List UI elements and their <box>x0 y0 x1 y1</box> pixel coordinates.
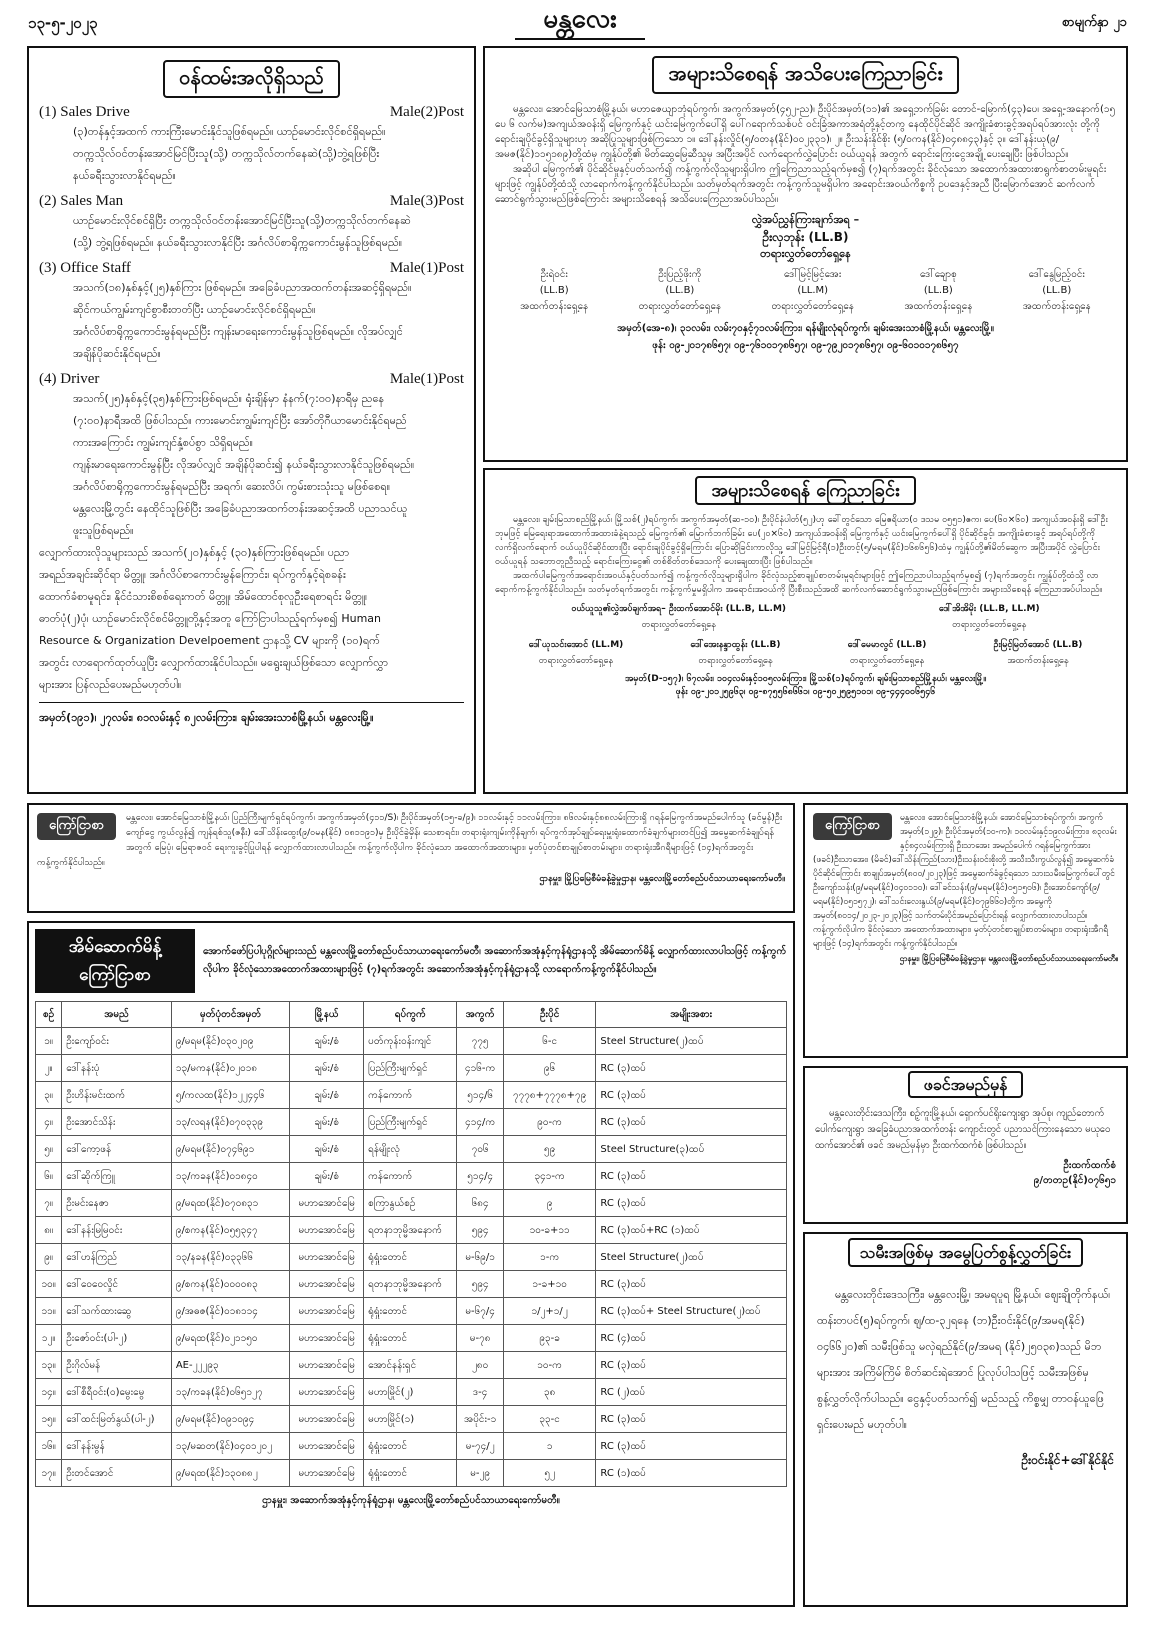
job-requirement-line: နယ်ခရီးသွားလာနိုင်ရမည်။ <box>73 169 176 182</box>
table-cell: ရုံရှုံးတောင် <box>364 1460 457 1487</box>
table-cell: ၉၃-ခ <box>503 1325 596 1352</box>
table-cell: ၆။ <box>36 1163 62 1190</box>
table-cell: ၃၄၁-က <box>503 1163 596 1190</box>
table-cell: ပတ်ကုန်းဝန်းကျင် <box>364 1028 457 1055</box>
table-cell: အောင်နန်းရှင် <box>364 1352 457 1379</box>
signer-degree: (LL.M) <box>797 285 829 296</box>
signer-degree: (LL.B) <box>923 285 953 296</box>
table-cell: AE-၂၂၂၉၃ <box>171 1352 290 1379</box>
table-cell: ရုံရှုံးတောင် <box>364 1433 457 1460</box>
job-title: (4) Driver <box>39 371 100 387</box>
notice-1-lead-label: လွှဲအပ်ညွှန်ကြားချက်အရ – <box>751 213 860 226</box>
notice-2-body-2: အထက်ပါမြေကွက်အရောင်းအဝယ်နှင့်ပတ်သက်၍ ကန့်ကွက်လိုသူများရှိပါက ခိုင်လုံသည့်စာချုပ်စာတမ်းမူရင်းများဖြင့် ဤကြေညာပါသည့်ရက်မှစ၍ (၇)ရက်အတွင်း ကျွန်ုပ်တို့ထံသို့ လာရောက်ကန့်ကွက်နိုင်ပါသည်။ သတ်မှတ်ရက်အတွင်း ကန့်ကွက်မှုမရှိပါက အရောင်းအဝယ်ကို ပြီးစီးသည်အထိ ဆက်လက်ဆောင်ရွက်သွားမည်ဖြစ်ကြောင်း အများသိစေရန် ကြေညာအပ်ပါသည်။ <box>495 571 1103 595</box>
job-requirement-line: ဆိုင်ကယ်ကျွမ်းကျင်စွာစီးတတ်ပြီး ယာဉ်မောင်းလိုင်စင်ရှိရမည်။ <box>73 303 316 316</box>
table-cell: ၁၇။ <box>36 1460 62 1487</box>
table-cell: ကန်ကောက် <box>364 1082 457 1109</box>
table-cell: ၉/မရထ(နိုင်)၀၂၁၁၅၀ <box>171 1325 290 1352</box>
name-correction-nrc: ၉/တတဥ(နိုင်)၀၇၆၅၁ <box>1033 1175 1116 1186</box>
table-cell: ၁၀-က <box>503 1352 596 1379</box>
jobs-list <box>39 104 464 542</box>
table-cell: ၁၃/လရန(နိုင်)၀၇၀၃၃၉ <box>171 1109 290 1136</box>
table-cell: RC (၃)ထပ် <box>596 1163 787 1190</box>
table-cell: ဒေါ်နန်းမြမြဝင်း <box>62 1217 172 1244</box>
table-cell: ရုံရှုံးတောင် <box>364 1325 457 1352</box>
table-cell: ဒေါ်ကော့ဖန် <box>62 1136 172 1163</box>
table-cell: ဒေါ်ဆိုက်ကြူ <box>62 1163 172 1190</box>
jobs-footer-line: ဓာတ်ပုံ(၂)ပုံ၊ ယာဉ်မောင်းလိုင်စင်မိတ္တူတို့နှင့်အတူ ကြော်ငြာပါသည့်ရက်မှစ၍ Human <box>39 612 382 625</box>
housing-footer: ဌာနမှူး၊ အဆောက်အအုံနှင့်ကုန်ရုံဌာန၊ မန္တလေးမြို့တော်စည်ပင်သာယာရေးကော်မတီ။ <box>262 1495 560 1506</box>
table-row <box>36 1163 787 1190</box>
disowning-body: မန္တလေးတိုင်းဒေသကြီး၊ မန္တလေးမြို့၊ အမရပူရ မြို့နယ်၊ ဈေးချိုတိုက်နယ်၊ ထန်းတပင်(၅)ရပ်ကွက်၊ ဈ/ထ-၃၂ရနေ (ဘ)ဦးဝင်းနိုင်(၉/အမရ(နိုင်) ၀၄၆၆၂၀)၏ သမီးဖြစ်သူ မလှဲရည်နိုင်(၉/အမရ (နိုင်)၂၅၀၃၈)သည် မိဘများအား အကြိမ်ကြိမ် စိတ်ဆင်းရဲအောင် ပြုလုပ်ပါသဖြင့် သမီးအဖြစ်မှ စွန့်လွှတ်လိုက်ပါသည်။ ငွေနှင့်ပတ်သက်၍ မည်သည့် ကိစ္စမျှ တာဝန်ယူဖြေရှင်းပေးမည် မဟုတ်ပါ။ <box>817 1288 1111 1431</box>
table-row <box>36 1460 787 1487</box>
table-row <box>36 1055 787 1082</box>
table-row <box>36 1190 787 1217</box>
table-cell: RC (၃)ထပ် <box>596 1433 787 1460</box>
notice-1-lead-role: တရားလွှတ်တော်ရှေ့နေ <box>760 247 851 260</box>
disowning-notice <box>803 1232 1128 1607</box>
table-cell: ၉/မရမ(နိုင်)၀၉၁၀၉၄ <box>171 1406 290 1433</box>
notice-2 <box>483 468 1128 794</box>
table-cell: မ-၆၇/၄ <box>457 1298 503 1325</box>
name-correction-signer: ဦးထက်ထက်စံ <box>1063 1160 1116 1171</box>
table-row <box>36 1325 787 1352</box>
job-requirement-line: အင်္ဂလိပ်စာရိုက္ကကောင်းမွန်ရမည်ပြီး အရက်၊ ဆေးလိပ်၊ ကွမ်းစားသုံးသူ မဖြစ်စေရ။ <box>73 480 391 493</box>
signer-role: တရားလွှတ်တော်ရှေ့နေ <box>638 301 722 312</box>
job-item <box>39 260 464 365</box>
signer <box>1023 267 1091 315</box>
job-requirements <box>39 121 464 187</box>
column-header: အမျိုးအစား <box>596 1002 787 1028</box>
signer <box>848 637 927 669</box>
table-cell: RC (၃)ထပ်+ Steel Structure(၂)ထပ် <box>596 1298 787 1325</box>
housing-tag-line-1: အိမ်ဆောက်မိန့် <box>68 937 162 957</box>
column-header: မြို့နယ် <box>290 1002 364 1028</box>
jobs-footer-line: အရည်အချင်းဆိုင်ရာ မိတ္တူ၊ အင်္ဂလိပ်စာကောင်းမွန်ကြောင်း၊ ရပ်ကွက်နှင့်ရဲစခန်း <box>39 568 346 581</box>
table-cell: မ-၇၈ <box>457 1325 503 1352</box>
table-cell: ချမ်း/စံ <box>290 1109 364 1136</box>
table-cell: ၇။ <box>36 1190 62 1217</box>
job-requirements <box>39 388 464 542</box>
signer-role: တရားလွှတ်တော်ရှေ့နေ <box>698 656 773 666</box>
table-cell: ၉/စကန(နိုင်)၀၀၀၀၈၃ <box>171 1271 290 1298</box>
notice-2-title: အများသိစေရန် ကြေညာခြင်း <box>695 476 915 505</box>
table-cell: ဒေါ်စီရီဝင်း(ဝ)မွေးမွေ <box>62 1379 172 1406</box>
job-item <box>39 104 464 187</box>
table-cell: မ-၆၉/၁ <box>457 1244 503 1271</box>
job-post-count: Male(1)Post <box>389 260 464 276</box>
column-header: အမည် <box>62 1002 172 1028</box>
signer-name: ဦးရဲဝင်း <box>540 269 568 280</box>
signer-role: အထက်တန်းရှေ့နေ <box>1007 656 1069 666</box>
table-cell: ချမ်း/စံ <box>290 1082 364 1109</box>
table-cell: ၃၈ <box>503 1379 596 1406</box>
table-cell: ၉ <box>503 1190 596 1217</box>
table-cell: မဟာအောင်မြေ <box>290 1298 364 1325</box>
table-cell: ပြည်ကြီးမျက်ရှင် <box>364 1109 457 1136</box>
table-cell: ၄။ <box>36 1109 62 1136</box>
table-row <box>36 1271 787 1298</box>
notice-1-body-2: အဆိုပါ မြေကွက်၏ ပိုင်ဆိုင်မှုနှင့်ပတ်သက်၍ ကန့်ကွက်လိုသူများရှိပါက ဤကြေညာသည့်ရက်မှစ၍ (၇)ရက်အတွင်း ခိုင်လုံသော အထောက်အထားစာရွက်စာတမ်းမူရင်းများဖြင့် ကျွန်ုပ်တို့ထံသို့ လာရောက်ကန့်ကွက်နိုင်ပါသည်။ သတ်မှတ်ရက်အတွင်း ကန့်ကွက်သူမရှိပါက အရောင်းအဝယ်ကိစ္စကို ဥပဒေနှင့်အညီ ပြီးမြောက်အောင် ဆက်လက်ဆောင်ရွက်သွားမည်ဖြစ်ကြောင်း အများသိစေရန် အသိပေးကြေညာအပ်ပါသည်။ <box>495 164 1107 205</box>
table-cell: ဦးဟိန်းမင်းထက် <box>62 1082 172 1109</box>
table-cell: ၁၀။ <box>36 1271 62 1298</box>
table-cell: RC (၃)ထပ် <box>596 1190 787 1217</box>
job-requirement-line: (သို့) ဘွဲ့ရဖြစ်ရမည်။ နယ်ခရီးသွားလာနိုင်ပြီး အင်္ဂလိပ်စာရိုက္ကကောင်းမွန်သူဖြစ်ရမည်။ <box>73 236 403 249</box>
table-cell: ၁၄။ <box>36 1379 62 1406</box>
masthead-logo: မန္တလေး <box>515 2 645 40</box>
signer-role: အထက်တန်းရှေ့နေ <box>520 301 589 312</box>
table-row <box>36 1379 787 1406</box>
table-cell: မဟာအောင်မြေ <box>290 1217 364 1244</box>
column-header: စဉ် <box>36 1002 62 1028</box>
job-requirement-line: မန္တလေးမြို့တွင်း နေထိုင်သူဖြစ်ပြီး အခြေခံပညာအထက်တန်းအဆင့်အထိ ပညာသင်ယူ <box>73 502 408 515</box>
table-cell: ၅၂ <box>503 1460 596 1487</box>
table-cell: ၄၁၆-က <box>457 1055 503 1082</box>
table-row <box>36 1082 787 1109</box>
issue-date: ၁၃-၅-၂၀၂၃ <box>28 14 98 32</box>
table-cell: ၉/မရထ(နိုင်)၁၃၀၈၈၂ <box>171 1460 290 1487</box>
table-cell: ၅၉ <box>503 1136 596 1163</box>
table-cell: ၅၁၄/၆ <box>457 1082 503 1109</box>
job-post-count: Male(2)Post <box>389 104 464 120</box>
table-cell: ၁။ <box>36 1028 62 1055</box>
signer-name: ဒေါ်နွေမြည့်ဝင်း <box>1028 269 1085 280</box>
table-cell: ၆၈၄ <box>457 1190 503 1217</box>
disowning-signer: ဦးဝင်းနိုင်+ဒေါ်နိုင်နိုင် <box>1021 1453 1114 1467</box>
table-cell: ဦးမင်းနေဇာ <box>62 1190 172 1217</box>
jobs-footer-line: Resource & Organization Develpoement ဌာနသို့ CV များကို (၁၀)ရက် <box>39 634 380 647</box>
table-row <box>36 1406 787 1433</box>
table-cell: RC (၃)ထပ် <box>596 1082 787 1109</box>
job-requirement-line: ကျန်းမာရေးကောင်းမွန်ပြီး လိုအပ်လျှင် အချိန်ပိုဆင်း၍ နယ်ခရီးသွားလာနိုင်သူဖြစ်ရမည်။ <box>73 458 415 471</box>
table-cell: RC (၁)ထပ် <box>596 1460 787 1487</box>
jobs-footer-line: အတွင်း လာရောက်ထုတ်ယူပြီး လျှောက်ထားနိုင်ပါသည်။ မရွေးချယ်ဖြစ်သော လျှောက်လွှာ <box>39 656 389 669</box>
table-cell: ရတနာဘုမ္မိအနောက် <box>364 1271 457 1298</box>
table-cell: မဟာအောင်မြေ <box>290 1406 364 1433</box>
table-cell: ၉၆ <box>503 1055 596 1082</box>
table-cell: ၁-က <box>503 1244 596 1271</box>
table-cell: ဦးတင်အောင် <box>62 1460 172 1487</box>
table-cell: မဟာအောင်မြေ <box>290 1325 364 1352</box>
signer <box>639 267 722 315</box>
table-cell: ၁၁။ <box>36 1298 62 1325</box>
column-header: အကွက် <box>457 1002 503 1028</box>
table-cell: RC (၃)ထပ်+RC (၁)ထပ် <box>596 1217 787 1244</box>
announcement-2 <box>803 803 1128 1058</box>
table-cell: ချမ်း/စံ <box>290 1136 364 1163</box>
job-requirements <box>39 277 464 365</box>
table-cell: ဒေါ်နန်းမွန် <box>62 1433 172 1460</box>
notice-2-signers-top <box>495 601 1116 633</box>
job-heading <box>39 371 464 388</box>
table-cell: မဟာအောင်မြေ <box>290 1244 364 1271</box>
announcement-2-footer: ဌာနမှူး၊ မြို့ပြမြေစီမံခန့်ခွဲမှုဌာန၊ မန္တလေးမြို့တော်စည်ပင်သာယာရေးကော်မတီ။ <box>899 954 1118 963</box>
table-cell: ၇၇၇၈+၇၇၇၈+၇၉ <box>503 1082 596 1109</box>
table-cell: မဟာမြိုင်(၂) <box>364 1379 457 1406</box>
notice-2-phones: ဖုန်း ၀၉-၂၀၁၂၅၉၆၃၊ ၀၉-၈၇၅၅၆၈၆၆၁၊ ၀၉-၅၀၂၅၉၅၁၀၁၊ ၀၉-၄၄၄၀၀၆၅၄၆ <box>675 687 936 697</box>
table-cell: ဦးအောင်သိန်း <box>62 1109 172 1136</box>
table-cell: ဒေါ်ဟန်ကြည် <box>62 1244 172 1271</box>
signer-role: အထက်တန်းရှေ့နေ <box>904 301 973 312</box>
job-requirement-line: အချိန်ပိုဆင်းနိုင်ရမည်။ <box>73 347 161 360</box>
table-cell: ၁၃/ကခန(နိုင်)၀၁၈၄၀ <box>171 1163 290 1190</box>
table-cell: ၃၃-င <box>503 1406 596 1433</box>
job-heading <box>39 193 464 210</box>
signer-degree: (LL.B) <box>665 285 695 296</box>
table-cell: ၅၁၄/၄ <box>457 1163 503 1190</box>
signer-name: ဒေါ်ချောစု <box>919 269 957 280</box>
notice-1-address: အမှတ်(အေ-၈)၊ ၃၁လမ်း၊ လမ်း၇၀နှင့်၇၁လမ်းကြား၊ ရန်မျိုးလုံရပ်ကွက်၊ ချမ်းအေးသာစံမြို့နယ်၊ မန္တလေးမြို့။ <box>617 323 994 334</box>
housing-table-header <box>36 1002 787 1028</box>
table-cell: ၉။ <box>36 1244 62 1271</box>
table-cell: ၉၀-က <box>503 1109 596 1136</box>
notice-2-body: မန္တလေး၊ ချမ်းမြသာစည်မြို့နယ်၊ မြို့သစ်(၂)ရပ်ကွက်၊ အကွက်အမှတ်(ဆ-၁၀)၊ ဦးပိုင်နံပါတ်(၅၂)ဟု ခေါ်တွင်သော မြေဧရိယာ(၀ ဒသမ ၀၅၅၁)ဧက၊ ပေ(၆၀×၆၀) အကျယ်အဝန်းရှိ ဒေါ်ဦး ဘုမဖြင့် မြေရေးရာအထောက်အထားခံနဲ့ရသည့် မြေကွက်၏ မြောက်ဘက်ခြမ်း ပေ(၂၀×၆၀) အကျယ်အဝန်းရှိ မြေကွက်နှင့် ယင်းမြေကွက်ပေါ်ရှိ ပိုင်ဆိုင်ခွင့်၊ အကျိုးခံစားခွင့် အရပ်ရပ်တို့ကို လက်ရှိလက်ရောက် ဝယ်ယူပိုင်ဆိုင်ထားပြီး ရောင်းချပိုင်ခွင့်ရှိကြောင်း ပြောဆိုခြင်းကာလိုသူ့ ဒေါ်မြင့်မြင့်ရီ(၁)ဦးတင့်(၅/မရမ(နိုင်)၁၆၈၆၅၆)ထံမှ ကျွန်ုပ်တို့၏မိတ်ဆွေက အပြီးအပိုင် လွှဲပြောင်း ဝယ်ယူရန် သဘောတူညီသည့် ရောင်းကြေးငွေ၏ တစ်စိတ်တစ်ဒေသကို ပေးချေထားပြီး ဖြစ်ပါသည်။ <box>495 515 1108 567</box>
signer-name: ဒေါ်အိအိမိုး (LL.B, LL.M) <box>938 604 1040 614</box>
signer-role: အထက်တန်းရှေ့နေ <box>1022 301 1091 312</box>
notice-1 <box>483 46 1128 462</box>
signer <box>939 601 1040 633</box>
jobs-ad-footer <box>39 542 464 696</box>
job-requirements <box>39 210 464 254</box>
announcement-1-body: မန္တလေး၊ အောင်မြေသာစံမြို့နယ်၊ ပြည်ကြီးမျက်ရှင်ရပ်ကွက်၊ အကွက်အမှတ်(၄၁၁/S)၊ ဦးပိုင်အမှတ်(၁၅-ခ/၉)၊ ၁၁လမ်းနှင့် ၁၁လမ်းကြား၊ ၈၆လမ်းနှင့်၈၈လမ်းကြားရှိ ဂရန်မြေကွက်အမည်ပေါက်သူ (ခင်မွန်)ဦးကျော်ငွေ ကွယ်လွန်၍ ကျန်ရစ်သူ(ဇနီး) ဒေါ်သိန်းထွေး(၉/ဝမန(နိုင်) ၀၈၁၁၉၁)မှ ဦးပိုင်ခွဲမှိန်၊ သေစာရင်း၊ တရားရုံးကျမ်းကိုန်ချက်၊ ရပ်ကွက်အုပ်ချုပ်ရေးမှူးရုံးထောက်ခံချက်များတင်ပြ၍ အမွေဆက်ခံချုပ်ရန်အတွက် မြေပုံ၊ မြေရာဇဝင် ရေးကူးခွင့်ပြုပါရန် လျှောက်ထားလာပါသည်။ ကန့်ကွက်လိုပါက ခိုင်လုံသော အထောက်အထားများ၊ မှတ်ပုံတင်စာချုပ်စာတမ်းများ၊ တရားရုံးအီဂရီများဖြင့် (၁၄)ရက်အတွင်း ကန့်ကွက်နိုင်ပါသည်။ <box>37 813 783 868</box>
job-requirement-line: အသက်(၂၅)နှစ်နှင့်(၃၅)နှစ်ကြားဖြစ်ရမည်။ ရုံးချိန်မှာ နံနက်(၇:၀၀)နာရီမှ ညနေ <box>73 392 385 405</box>
signer <box>904 267 972 315</box>
name-correction-body: မန္တလေးတိုင်းဒေသကြီး၊ စဉ့်ကူးမြို့နယ်၊ ရှောက်ပင်ရိုးကျေးရွာ အုပ်စု၊ ကျည်တောက်ပေါက်ကျေးရွာ အခြေခံပညာအထက်တန်း ကျောင်းတွင် ပညာသင်ကြားနေသော မယုဝေထက်အောင်၏ ဖခင် အမည်မှန်မှာ ဦးထက်ထက်စံ ဖြစ်ပါသည်။ <box>815 1108 1111 1151</box>
table-cell: ၁၃/မကန(နိုင်)၀၂၀၁၈ <box>171 1055 290 1082</box>
table-cell: ရုံရှုံးတောင် <box>364 1298 457 1325</box>
table-cell: မ-၇၄/၂ <box>457 1433 503 1460</box>
table-cell: ၁၅။ <box>36 1406 62 1433</box>
table-cell: RC (၃)ထပ် <box>596 1352 787 1379</box>
table-cell: ဦးဂိုလ်မန် <box>62 1352 172 1379</box>
table-cell: ၅၉၄ <box>457 1217 503 1244</box>
table-cell: ပြည်ကြီးမျက်ရှင် <box>364 1055 457 1082</box>
table-cell: ဦးကျော်ဝင်း <box>62 1028 172 1055</box>
job-post-count: Male(3)Post <box>389 193 464 209</box>
table-cell: ၁၃/နခန(နိုင်)၀၃၃၆၆ <box>171 1244 290 1271</box>
column-header: ရပ်ကွက် <box>364 1002 457 1028</box>
jobs-footer-line: ထောက်ခံစာမူရင်း၊ နိုင်ငံသားစိစစ်ရေးကတ် မိတ္တူ၊ အိမ်ထောင်စုလူဦးရေစာရင်း မိတ္တူ၊ <box>39 590 367 603</box>
signer <box>993 637 1082 669</box>
announcement-2-tag: ကြော်ငြာစာ <box>813 813 892 840</box>
table-cell: ၅။ <box>36 1136 62 1163</box>
job-requirement-line: (၃)တန်နှင့်အထက် ကားကြီးမောင်းနိုင်သူဖြစ်ရမည်။ ယာဉ်မောင်းလိုင်စင်ရှိရမည်။ <box>73 125 386 138</box>
signer-name: ဒေါ်အေးနန္ဒာထွန်း (LL.B) <box>690 640 781 650</box>
table-cell: ၅/ကလထ(နိုင်)၁၂၂၄၄၆ <box>171 1082 290 1109</box>
signer <box>771 267 854 315</box>
job-requirement-line: အသက်(၁၈)နှစ်နှင့်(၂၅)နှစ်ကြား ဖြစ်ရမည်။ အခြေခံပညာအထက်တန်းအဆင့်ရှိရမည်။ <box>73 281 412 294</box>
announcement-1 <box>27 803 795 913</box>
table-cell: RC (၃)ထပ် <box>596 1271 787 1298</box>
job-post-count: Male(1)Post <box>389 371 464 387</box>
table-cell: RC (၂)ထပ် <box>596 1379 787 1406</box>
signer-name: ဝယ်ယူသူ၏လွှဲအပ်ချက်အရ– ဦးထက်အောင်မိုး (LL.B, LL.M) <box>571 604 787 614</box>
signer-role: တရားလွှတ်တော်ရှေ့နေ <box>538 656 614 666</box>
table-cell: ၇၇၅ <box>457 1028 503 1055</box>
notice-1-phones: ဖုန်း ၀၉-၂၀၁၇၈၆၅၇၊ ၀၉-၇၆၁၀၁၇၈၆၅၇၊ ၀၉-၇၉၂၀၁၇၈၆၅၇၊ ၀၉-၆၀၁၀၁၇၈၆၅၇ <box>652 340 959 351</box>
table-cell: ၁-ခ+၁၀ <box>503 1271 596 1298</box>
table-row <box>36 1352 787 1379</box>
table-cell: RC (၃)ထပ် <box>596 1109 787 1136</box>
job-title: (2) Sales Man <box>39 193 124 209</box>
table-cell: ချမ်း/စံ <box>290 1055 364 1082</box>
table-cell: ၉/မရမ(နိုင်)၀၃၀၂၀၉ <box>171 1028 290 1055</box>
job-requirement-line: ယာဉ်မောင်းလိုင်စင်ရှိပြီး တက္ကသိုလ်ဝင်တန်းအောင်မြင်ပြီးသူ(သို့)တက္ကသိုလ်တက်နေဆဲ <box>73 214 411 227</box>
table-cell: ၁၀-ခ+၁၁ <box>503 1217 596 1244</box>
job-heading <box>39 260 464 277</box>
notice-2-address: အမှတ်(D-၁၅၇)၊ ၆၇လမ်း၊ ၁၀၄လမ်းနှင့်၁၀၅လမ်းကြား၊ မြို့သစ်(၁)ရပ်ကွက်၊ ချမ်းမြသာစည်မြို့နယ်၊ မန္တလေးမြို့။ <box>624 674 987 684</box>
announcement-1-footer: ဌာနမှူး၊ မြို့ပြမြေစီမံခန့်ခွဲမှုဌာန၊ မန္တလေးမြို့တော်စည်ပင်သာယာရေးကော်မတီ။ <box>539 874 785 884</box>
job-requirement-line: ဖူးသူဖြစ်ရမည်။ <box>73 524 134 537</box>
table-cell: ၂။ <box>36 1055 62 1082</box>
table-row <box>36 1028 787 1055</box>
table-row <box>36 1136 787 1163</box>
table-cell: ၉/စကန(နိုင်)၀၅၅၃၄၇ <box>171 1217 290 1244</box>
table-cell: ၁ <box>503 1433 596 1460</box>
signer-role: တရားလွှတ်တော်ရှေ့နေ <box>771 301 854 312</box>
housing-permits <box>27 921 795 1607</box>
table-cell: ၁၃/မဆတ(နိုင်)၀၄၀၁၂၀၂ <box>171 1433 290 1460</box>
table-cell: ၉/အဓဇ(နိုင်)၀၁၈၁၁၄ <box>171 1298 290 1325</box>
jobs-ad <box>27 46 476 794</box>
table-cell: ချမ်း/စံ <box>290 1163 364 1190</box>
job-requirement-line: အင်္ဂလိပ်စာရိုက္ကကောင်းမွန်ရမည်ပြီး ကျန်းမာရေးကောင်းမွန်သူဖြစ်ရမည်။ လိုအပ်လျှင် <box>73 325 403 338</box>
signer-name: ဦးပြည့်ဖိုးကို <box>658 269 702 280</box>
housing-intro: အောက်ဖော်ပြပါပုဂ္ဂိုလ်များသည် မန္တလေးမြို့တော်စည်ပင်သာယာရေးကော်မတီ၊ အဆောက်အအုံနှင့်ကုန်ရုံဌာနသို့ အိမ်ဆောက်မိန့် လျှောက်ထားလာပါသဖြင့် ကန့်ကွက်လိုပါက ခိုင်လုံသောအထောက်အထားများဖြင့် (၇)ရက်အတွင်း အဆောက်အအုံနှင့်ကုန်ရုံဌာနသို့ လာရောက်ကန့်ကွက်နိုင်ပါသည်။ <box>203 946 787 975</box>
job-item <box>39 371 464 542</box>
name-correction <box>803 1066 1128 1224</box>
table-cell: မဟာအောင်မြေ <box>290 1460 364 1487</box>
column-header: ဦးပိုင် <box>503 1002 596 1028</box>
page-header <box>0 0 1155 44</box>
table-cell: မဟာမြိုင်(၁) <box>364 1406 457 1433</box>
table-cell: စကြာနွယ်စဉ် <box>364 1190 457 1217</box>
signer-role: တရားလွှတ်တော်ရှေ့နေ <box>952 620 1027 630</box>
announcement-2-body: မန္တလေး၊ အောင်မြေသာစံမြို့နယ်၊ အောင်မြေသာစံရပ်ကွက်၊ အကွက်အမှတ်(၁၂၉)၊ ဦးပိုင်အမှတ်(၁၀-က)၊ ၁၀လမ်းနှင့်၁၉လမ်းကြား၊ ၈၃လမ်းနှင့်၈၄လမ်းကြားရှိ ဦးသာအေး အမည်ပေါက် ဂရန်မြေကွက်အား (ဖခင်)ဦးသာအေး၊ (မိခင်)ဒေါ်သိန်းကြည်(သား)ဦးသန်းဝင်းစိုးတို့ အသီးသီးကွယ်လွန်၍ အမွေဆက်ခံပိုင်ဆိုင်ကြောင်း စာချုပ်အမှတ်(၈၀၀/၂၀၂၃)ဖြင့် အမွေဆက်ခံခွင့်ရသော သားသမီးမြေကွက်ပေါ်တွင် ဦးကျော်သန်း(၉/မရမ(နိုင်)၀၄၀၁၁၀)၊ ဒေါ်ခင်သန်း(၉/မရမ(နိုင်)၀၅၁၅၀၆)၊ ဦးအောင်ကျော်(၉/မရမ(နိုင်)၀၅၁၅၇၂)၊ ဒေါ်သင်းလေးနွယ်(၉/မရမ(နိုင်)၀၇၉၆၆၀)တို့က အမွေကိုအမှတ်(၈၀၁၄/၂၀၂၃-၂၀၂၃)ဖြင့် သက်တမ်းပိုင်အမည်ပြောင်းရန် လျှောက်ထားလာပါသည်။ ကန့်ကွက်လိုပါက ခိုင်လုံသော အထောက်အထားများ၊ မှတ်ပုံတင်စာချုပ်စာတမ်းများ၊ တရားရုံးအီဂရီများဖြင့် (၁၄)ရက်အတွင်း ကန့်ကွက်နိုင်ပါသည်။ <box>813 813 1117 949</box>
table-cell: ၇၀၆ <box>457 1136 503 1163</box>
table-cell: အပိုင်း-၁ <box>457 1406 503 1433</box>
notice-1-signers <box>495 267 1116 315</box>
table-cell: ၃။ <box>36 1082 62 1109</box>
jobs-footer-line: လျှောက်ထားလိုသူများသည် အသက်(၂၀)နှစ်နှင့် (၃၀)နှစ်ကြားဖြစ်ရမည်။ ပညာ <box>39 546 350 559</box>
job-requirement-line: တက္ကသိုလ်ဝင်တန်းအောင်မြင်ပြီးသူ(သို့) တက္ကသိုလ်တက်နေဆဲ(သို့)ဘွဲ့ရဖြစ်ပြီး <box>73 147 380 160</box>
announcement-1-tag: ကြော်ငြာစာ <box>37 813 116 840</box>
table-cell: ဦးဇော်ဝင်း(ပါ-၂) <box>62 1325 172 1352</box>
signer-name: ဒေါ်ယုသင်းအောင် (LL.M) <box>528 640 624 650</box>
table-cell: ၅၉၄ <box>457 1271 503 1298</box>
housing-table <box>35 1001 787 1487</box>
table-cell: RC (၄)ထပ် <box>596 1325 787 1352</box>
table-row <box>36 1298 787 1325</box>
table-cell: ၉/မရမ(နိုင်)၀၇၄၆၉၁ <box>171 1136 290 1163</box>
job-title: (1) Sales Drive <box>39 104 130 120</box>
table-cell: ဒ-၄ <box>457 1379 503 1406</box>
signer-name: ဒေါ်မြင့်မြင့်အေး <box>784 269 842 280</box>
table-cell: ၈။ <box>36 1217 62 1244</box>
table-cell: ၁၃/ကခန(နိုင်)၀၆၅၁၂၇ <box>171 1379 290 1406</box>
table-cell: Steel Structure(၃)ထပ် <box>596 1136 787 1163</box>
job-requirement-line: (၇:၀၀)နာရီအထိ ဖြစ်ပါသည်။ ကားမောင်းကျွမ်းကျင်ပြီး အော်တိုဂီယာမောင်းနိုင်ရမည် <box>73 414 407 427</box>
table-cell: မဟာအောင်မြေ <box>290 1352 364 1379</box>
table-cell: ၂၈၀ <box>457 1352 503 1379</box>
job-title: (3) Office Staff <box>39 260 131 276</box>
table-cell: ချမ်း/စံ <box>290 1028 364 1055</box>
housing-tag <box>35 929 195 993</box>
job-heading <box>39 104 464 121</box>
table-cell: ရုံရှုံးတောင် <box>364 1244 457 1271</box>
table-cell: ၆-င <box>503 1028 596 1055</box>
table-cell: Steel Structure(၂)ထပ် <box>596 1244 787 1271</box>
table-cell: Steel Structure(၂)ထပ် <box>596 1028 787 1055</box>
signer-role: တရားလွှတ်တော်ရှေ့နေ <box>849 656 925 666</box>
signer-name: ဦးမြင့်မြတ်အောင် (LL.B) <box>993 640 1083 650</box>
column-header: မှတ်ပုံတင်အမှတ် <box>171 1002 290 1028</box>
table-cell: ၁၃။ <box>36 1352 62 1379</box>
signer-name: ဒေါ်မေမာလွင် (LL.B) <box>847 640 927 650</box>
table-cell: ဒေါ်ဝေဝေလှိုင် <box>62 1271 172 1298</box>
job-item <box>39 193 464 254</box>
signer-degree: (LL.B) <box>1042 285 1072 296</box>
table-cell: မဟာအောင်မြေ <box>290 1190 364 1217</box>
name-correction-title: ဖခင်အမည်မှန် <box>908 1071 1024 1098</box>
table-row <box>36 1217 787 1244</box>
table-cell: ၁၂။ <box>36 1325 62 1352</box>
table-row <box>36 1244 787 1271</box>
signer-degree: (LL.B) <box>539 285 569 296</box>
notice-1-lead-name: ဦးလှဘုန်း (LL.B) <box>762 230 849 244</box>
table-cell: ဒေါ်နန်းပုံ <box>62 1055 172 1082</box>
signer <box>571 601 786 633</box>
table-cell: ၁/၂+၁/၂ <box>503 1298 596 1325</box>
notice-1-body: မန္တလေး၊ အောင်မြေသာစံမြို့နယ်၊ မဟာဇေယျာဘုံရပ်ကွက်၊ အကွက်အမှတ်(၄၅၂-ည)၊ ဦးပိုင်အမှတ်(၁၁)၏ အရှေ့ဘက်ခြမ်း တောင်-မြောက်(၄၃)ပေ၊ အရှေ့-အနောက်(၁၅ ပေ ၆ လက်မ)အကျယ်အဝန်းရှိ မြေကွက်နှင့် ယင်းမြေကွက်ပေါ်ရှိ ပေါ်ဂရောက်သစ်ပင် ဝင်းခြံအကာအရံတို့နှင့်တကွ နေထိုင်ပိုင်ဆိုင် အကျိုးခံစားခွင့်အရပ်ရပ်အားလုံး တို့ကို ရောင်းချပိုင်ခွင့်ရှိသူများဟု အဆိုပြုသူများဖြစ်ကြသော ၁။ ဒေါ်နန်းလှိုင်(၅/ဝတန(နိုင်)၀၀၂၃၃၁)၊ ၂။ ဦးသန်းနိုင်စိုး (၅/ဝကန(နိုင်)၀၄၈၈၄၃)နှင့် ၃။ ဒေါ်နန်းယု(၉/အမဇ(နိုင်)၁၁၅၁၈၉)တို့ထံမှ ကျွန်ုပ်တို့၏ မိတ်ဆွေမြေဆီသူမှ အပြီးအပိုင် လက်ရောက်လွှဲပြောင်း ဝယ်ယူရန် အတွက် ရောင်းကြေးငွေအချို့ ပေးချေပြီး ဖြစ်ပါသည်။ <box>495 104 1116 160</box>
table-row <box>36 1109 787 1136</box>
table-cell: ဒေါ်ထင်းမြတ်နွယ်(ပါ-၂) <box>62 1406 172 1433</box>
table-cell: ကန်ကောက် <box>364 1163 457 1190</box>
signer <box>520 267 588 315</box>
notice-2-signers-bottom <box>495 637 1116 669</box>
table-cell: ၁၆။ <box>36 1433 62 1460</box>
signer-role: တရားလွှတ်တော်ရှေ့နေ <box>641 620 716 630</box>
table-cell: RC (၃)ထပ် <box>596 1055 787 1082</box>
table-cell: ရတနာဘုမ္မိအနောက် <box>364 1217 457 1244</box>
jobs-footer-line: များအား ပြန်လည်ပေးမည်မဟုတ်ပါ။ <box>39 678 182 691</box>
table-cell: RC (၃)ထပ် <box>596 1406 787 1433</box>
signer <box>529 637 624 669</box>
disowning-title: သမီးအဖြစ်မှ အမွေပြတ်စွန့်လွှတ်ခြင်း <box>848 1238 1083 1267</box>
jobs-ad-title: ဝန်ထမ်းအလိုရှိသည် <box>163 60 340 98</box>
table-cell: မ-၂၉ <box>457 1460 503 1487</box>
housing-table-body <box>36 1028 787 1487</box>
jobs-ad-address: အမှတ်(၁၉၁)၊ ၂၇လမ်း၊ ၈၁လမ်းနှင့် ၈၂လမ်းကြား၊ ချမ်းအေးသာစံမြို့နယ်၊ မန္တလေးမြို့။ <box>39 702 464 729</box>
page-number: စာမျက်နှာ ၂၁ <box>1061 15 1127 30</box>
table-cell: ၄၁၄/က <box>457 1109 503 1136</box>
table-cell: ၉/မရထ(နိုင်)၀၇၀၈၃၁ <box>171 1190 290 1217</box>
signer <box>690 637 780 669</box>
table-cell: ဒေါ်သက်ထားဆွေ <box>62 1298 172 1325</box>
table-cell: ရန်မျိုးလုံ <box>364 1136 457 1163</box>
table-row <box>36 1433 787 1460</box>
job-requirement-line: ကားအကြောင်း ကျွမ်းကျင်နှံ့စပ်စွာ သိရှိရမည်။ <box>73 436 253 449</box>
table-cell: မဟာအောင်မြေ <box>290 1271 364 1298</box>
housing-tag-line-2: ကြော်ငြာစာ <box>79 965 151 985</box>
notice-1-title: အများသိစေရန် အသိပေးကြေညာခြင်း <box>652 56 958 94</box>
table-cell: မဟာအောင်မြေ <box>290 1379 364 1406</box>
table-cell: မဟာအောင်မြေ <box>290 1433 364 1460</box>
